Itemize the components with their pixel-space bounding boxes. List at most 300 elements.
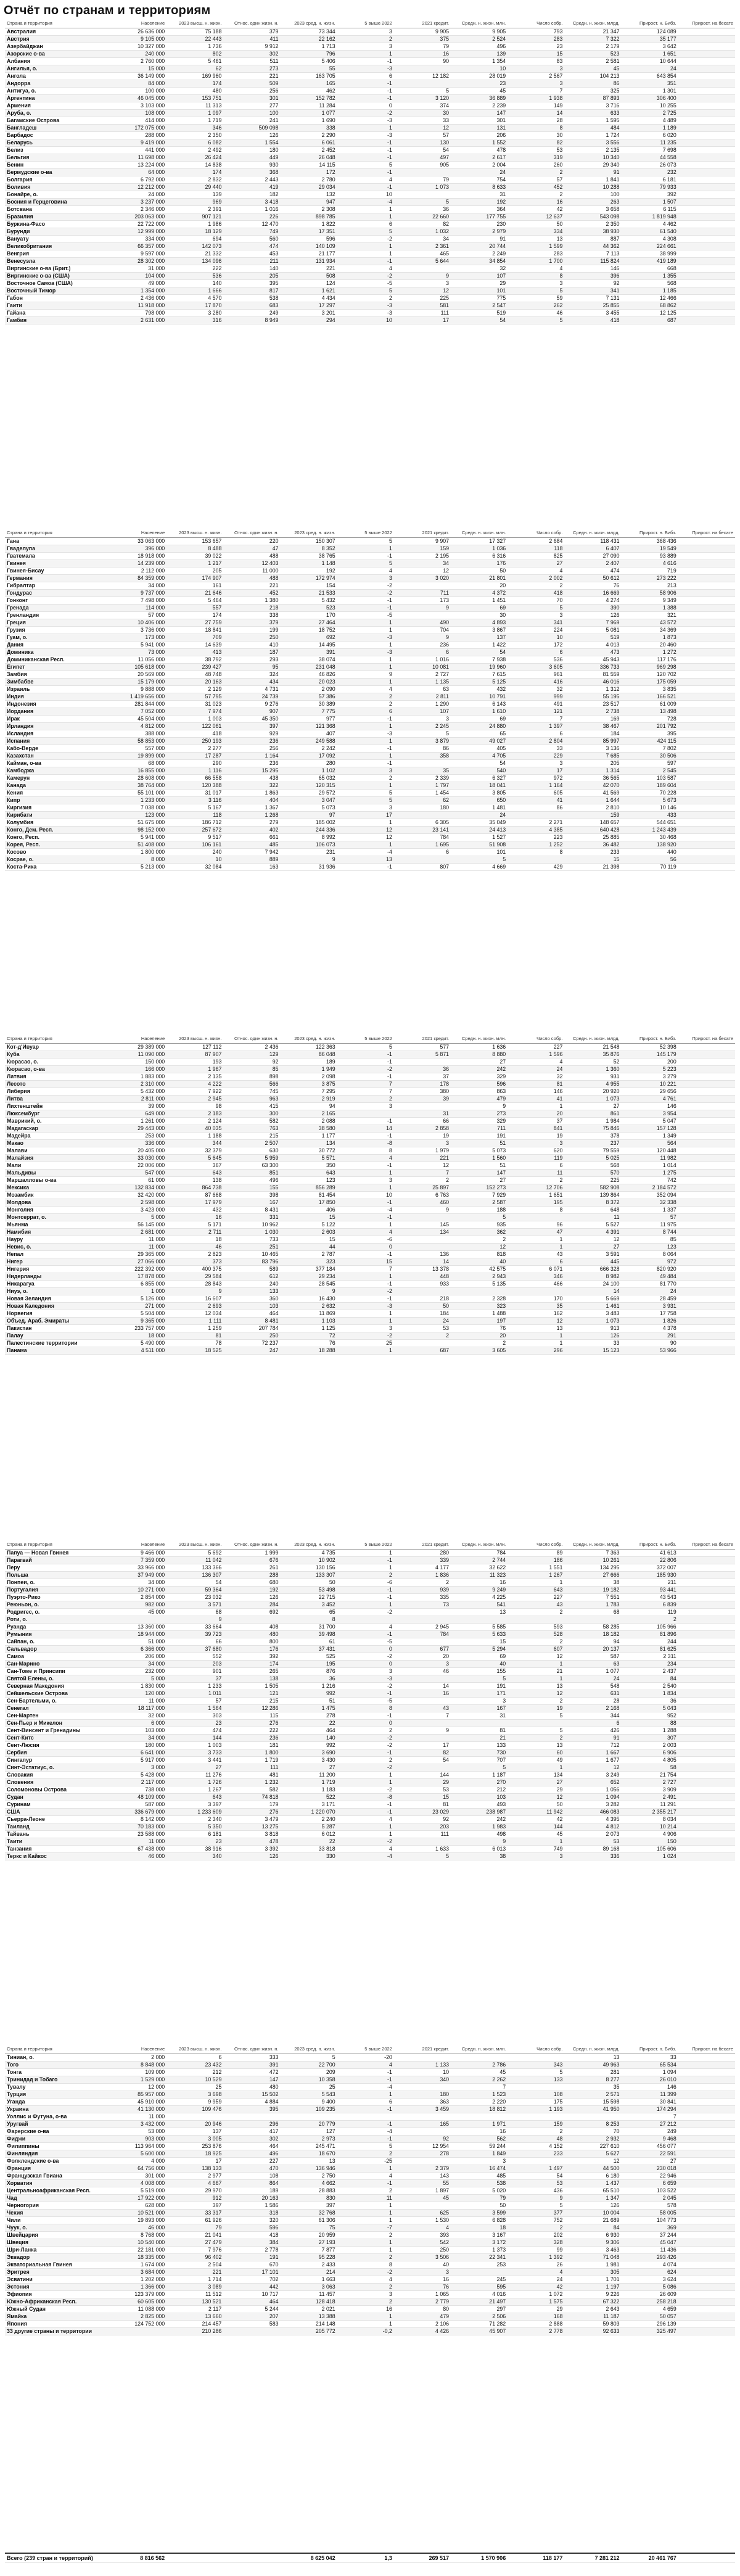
table-cell: 12 xyxy=(337,826,394,833)
table-cell: 11 000 xyxy=(110,1236,166,1243)
table-cell: 12 403 xyxy=(223,559,280,567)
table-cell: -5 xyxy=(337,279,394,287)
table-cell: 5 xyxy=(337,559,394,567)
table-cell: 134 295 xyxy=(564,1564,621,1571)
table-cell: -1 xyxy=(337,1058,394,1065)
table-cell: 1 527 xyxy=(451,833,508,841)
table-cell: 11 187 xyxy=(564,2313,621,2320)
table-row xyxy=(5,1682,735,1690)
table-cell xyxy=(678,35,735,43)
country-name: Новая Зеландия xyxy=(5,1295,110,1302)
table-row xyxy=(5,2216,735,2224)
table-cell: 24 100 xyxy=(564,1280,621,1287)
table-row xyxy=(5,72,735,80)
table-cell: 6 082 xyxy=(166,139,223,146)
table-cell: 84 359 000 xyxy=(110,574,166,582)
table-cell: 81 xyxy=(508,1080,564,1088)
table-cell: 4 761 xyxy=(622,1095,678,1102)
table-cell: 15 179 000 xyxy=(110,678,166,685)
table-row xyxy=(5,634,735,641)
table-cell: 1 xyxy=(337,1564,394,1571)
table-cell: 6 115 xyxy=(622,205,678,213)
country-name: Тиниан, о. xyxy=(5,2054,110,2061)
table-cell: 115 824 xyxy=(564,257,621,265)
country-name: Бангладеш xyxy=(5,124,110,131)
total-cell: 7 281 212 xyxy=(564,2554,621,2563)
table-cell: 50 xyxy=(508,220,564,228)
country-name: Замбия xyxy=(5,671,110,678)
table-cell: 222 xyxy=(223,1727,280,1734)
table-cell: 288 000 xyxy=(110,131,166,139)
table-cell: 408 xyxy=(223,1623,280,1630)
country-name: Габон xyxy=(5,294,110,302)
table-cell: 7 295 xyxy=(281,1088,337,1095)
table-cell: 625 xyxy=(394,2209,451,2216)
country-name: Гваделупа xyxy=(5,545,110,552)
table-cell: 5 406 xyxy=(281,57,337,65)
table-cell: -20 xyxy=(337,2054,394,2061)
table-cell: 1 016 xyxy=(394,656,451,663)
table-cell: 2 339 xyxy=(394,774,451,782)
table-cell: 25 xyxy=(166,2083,223,2091)
country-name: Гренландия xyxy=(5,611,110,619)
table-cell xyxy=(394,582,451,589)
table-cell: 221 xyxy=(223,72,280,80)
table-cell: 2 073 xyxy=(564,1830,621,1838)
table-row xyxy=(5,2253,735,2261)
table-cell: 17 351 xyxy=(281,228,337,235)
table-cell: 121 xyxy=(508,708,564,715)
table-cell xyxy=(678,2128,735,2135)
table-row xyxy=(5,693,735,700)
table-cell: 1 xyxy=(337,2239,394,2246)
country-name: Маврикий, о. xyxy=(5,1117,110,1125)
table-cell: 17 xyxy=(337,811,394,819)
table-row xyxy=(5,2150,735,2157)
country-name: Мали xyxy=(5,1162,110,1169)
table-cell: 283 xyxy=(508,250,564,257)
table-cell: 22 162 xyxy=(281,35,337,43)
table-cell: 336 000 xyxy=(110,1139,166,1147)
table-cell: 16 xyxy=(508,198,564,205)
table-cell: 14 838 xyxy=(166,161,223,168)
table-cell: 19 xyxy=(508,1132,564,1139)
table-cell: 18 335 000 xyxy=(110,2253,166,2261)
table-cell: 30 xyxy=(508,131,564,139)
table-cell xyxy=(678,1228,735,1236)
table-cell: 25 897 xyxy=(394,1184,451,1191)
table-cell: 62 xyxy=(166,65,223,72)
table-cell: 9 xyxy=(166,1616,223,1623)
total-cell: 1 570 906 xyxy=(451,2554,508,2563)
table-cell: 28 xyxy=(564,1697,621,1704)
table-cell: 2 779 xyxy=(394,2298,451,2305)
table-cell: 17 xyxy=(394,316,451,324)
table-row xyxy=(5,117,735,124)
table-cell xyxy=(678,2261,735,2268)
table-cell: 70 xyxy=(508,597,564,604)
table-cell: 22 722 000 xyxy=(110,220,166,228)
table-cell: 22 806 xyxy=(622,1556,678,1564)
header-row xyxy=(5,530,735,537)
table-cell: 30 841 xyxy=(622,2098,678,2105)
table-cell xyxy=(678,1593,735,1601)
table-cell: -1 xyxy=(337,1712,394,1719)
table-cell: -1 xyxy=(337,2076,394,2083)
col-area: 2023 сред. н. жизн. xyxy=(281,530,337,537)
country-name: Албания xyxy=(5,57,110,65)
table-cell: 124 089 xyxy=(622,28,678,35)
country-name: Финляндия xyxy=(5,2150,110,2157)
table-cell xyxy=(394,2054,451,2061)
total-cell xyxy=(223,2554,280,2563)
table-cell xyxy=(678,1660,735,1667)
table-cell: 106 161 xyxy=(166,841,223,848)
table-cell: 2 184 572 xyxy=(622,1184,678,1191)
table-cell: 523 xyxy=(281,604,337,611)
table-cell: 1 984 xyxy=(564,1117,621,1125)
table-cell: 11 200 xyxy=(281,1771,337,1778)
table-row xyxy=(5,1623,735,1630)
table-cell: 13 xyxy=(337,856,394,863)
table-cell: 5 461 xyxy=(166,57,223,65)
table-cell xyxy=(678,1117,735,1125)
country-name: Кюрасао, о. xyxy=(5,1058,110,1065)
table-cell xyxy=(678,2165,735,2172)
table-cell: 18 xyxy=(166,1236,223,1243)
table-cell xyxy=(394,1058,451,1065)
table-cell: -1 xyxy=(337,597,394,604)
col-rel-capita: Относ. один жизн. н. xyxy=(223,21,280,28)
table-cell: -7 xyxy=(337,2224,394,2231)
table-cell: 227 xyxy=(508,1593,564,1601)
table-cell: 10 221 xyxy=(622,1080,678,1088)
country-name: Австралия xyxy=(5,28,110,35)
table-cell xyxy=(678,848,735,856)
table-cell: 1 275 xyxy=(622,1169,678,1176)
table-cell: 11 869 xyxy=(281,1310,337,1317)
table-cell: 6 407 xyxy=(564,545,621,552)
table-row xyxy=(5,1675,735,1682)
table-row xyxy=(5,2224,735,2231)
table-cell xyxy=(678,272,735,279)
country-name: Словения xyxy=(5,1778,110,1786)
col-pop-2023: 2023 высш. н. жизн. xyxy=(166,21,223,28)
table-row xyxy=(5,146,735,154)
table-cell: 4 013 xyxy=(564,641,621,648)
table-cell: 58 005 xyxy=(622,2209,678,2216)
table-cell: -25 xyxy=(337,2157,394,2165)
table-row xyxy=(5,1823,735,1830)
col-area: 2023 сред. н. жизн. xyxy=(281,1036,337,1043)
table-cell: 5 490 000 xyxy=(110,1339,166,1347)
table-cell: 3 116 xyxy=(166,796,223,804)
table-cell: 5 xyxy=(451,1213,508,1221)
table-cell xyxy=(678,316,735,324)
table-cell: 66 xyxy=(394,1117,451,1125)
table-cell: 711 xyxy=(451,1125,508,1132)
table-cell: 231 048 xyxy=(281,663,337,671)
table-cell: -4 xyxy=(337,2083,394,2091)
table-cell: 186 xyxy=(508,1556,564,1564)
table-cell: 147 xyxy=(451,1169,508,1176)
country-name: Монголия xyxy=(5,1206,110,1213)
table-cell: 1 834 xyxy=(622,1690,678,1697)
table-cell: 134 096 xyxy=(166,257,223,265)
table-cell: 28 883 xyxy=(281,2187,337,2194)
country-name: Венесуэла xyxy=(5,257,110,265)
table-cell: 186 712 xyxy=(166,819,223,826)
table-cell xyxy=(678,604,735,611)
country-name: Беларусь xyxy=(5,139,110,146)
table-cell: 271 000 xyxy=(110,1302,166,1310)
table-cell: 22 946 xyxy=(622,2172,678,2179)
table-cell: 5 432 xyxy=(281,597,337,604)
table-cell: 45 350 xyxy=(223,715,280,722)
table-cell: 19 549 xyxy=(622,545,678,552)
table-cell: 227 xyxy=(508,1043,564,1051)
table-cell: 1 xyxy=(337,2320,394,2327)
table-cell: 29 389 000 xyxy=(110,1043,166,1051)
table-cell: -4 xyxy=(337,1852,394,1860)
table-cell: 89 xyxy=(508,1549,564,1556)
col-avg2: Средн. н. жизн. млрд. xyxy=(564,1542,621,1549)
table-cell xyxy=(110,1616,166,1623)
table-cell: 5 645 xyxy=(166,1154,223,1162)
table-cell: 5 669 xyxy=(564,1295,621,1302)
col-pct: Прирост. на бесате xyxy=(678,1542,735,1549)
table-cell: 5 519 000 xyxy=(110,2187,166,2194)
table-cell: 0 xyxy=(337,1645,394,1653)
table-cell: 1 xyxy=(508,1675,564,1682)
table-cell: 474 xyxy=(166,1727,223,1734)
table-cell: 20 163 xyxy=(223,2194,280,2202)
table-cell: 250 xyxy=(394,2246,451,2253)
table-cell: 2 693 xyxy=(166,1302,223,1310)
table-row xyxy=(5,1786,735,1793)
country-name: Синт-Эстатиус, о. xyxy=(5,1764,110,1771)
table-cell: 7 xyxy=(394,1712,451,1719)
table-cell: 1 003 xyxy=(166,1741,223,1749)
table-cell: 44 558 xyxy=(622,154,678,161)
table-cell: 2 290 xyxy=(281,131,337,139)
table-cell: 66 357 000 xyxy=(110,242,166,250)
table-cell: 1 373 xyxy=(451,2246,508,2253)
table-cell: 2 112 000 xyxy=(110,567,166,574)
table-cell: -1 xyxy=(337,2105,394,2113)
table-cell: 16 xyxy=(394,2276,451,2283)
table-cell: 11 xyxy=(337,2194,394,2202)
table-cell: 134 xyxy=(281,1139,337,1147)
table-cell: 749 xyxy=(223,228,280,235)
table-cell: 5 432 000 xyxy=(110,1088,166,1095)
table-cell: 2 684 xyxy=(508,537,564,545)
table-row xyxy=(5,2179,735,2187)
table-cell: 4 016 xyxy=(451,2290,508,2298)
table-cell: 41 613 xyxy=(622,1549,678,1556)
table-cell: 8 253 xyxy=(564,2120,621,2128)
table-cell: 103 587 xyxy=(622,774,678,782)
table-cell: 97 xyxy=(281,811,337,819)
table-row xyxy=(5,2105,735,2113)
table-cell: 999 xyxy=(508,693,564,700)
table-cell xyxy=(678,685,735,693)
table-cell: 5 xyxy=(451,1764,508,1771)
table-row xyxy=(5,611,735,619)
table-cell: 139 xyxy=(166,191,223,198)
table-cell: 466 xyxy=(508,1280,564,1287)
table-cell xyxy=(223,2113,280,2120)
table-cell xyxy=(678,2320,735,2327)
table-cell: 1 036 xyxy=(451,545,508,552)
table-cell xyxy=(678,656,735,663)
table-cell: 278 xyxy=(281,1712,337,1719)
table-cell: 4 812 000 xyxy=(110,722,166,730)
table-cell: 71 282 xyxy=(451,2320,508,2327)
table-cell: 2 567 xyxy=(508,72,564,80)
table-cell xyxy=(451,1616,508,1623)
country-name: Вануату xyxy=(5,235,110,242)
table-cell: 323 xyxy=(281,1258,337,1265)
table-cell: 3 172 xyxy=(451,2239,508,2246)
table-cell: 46 000 xyxy=(110,2224,166,2231)
table-cell: 1 xyxy=(337,1549,394,1556)
table-cell xyxy=(678,1213,735,1221)
table-cell: 34 xyxy=(394,559,451,567)
table-cell: 2 xyxy=(337,2231,394,2239)
table-cell: 185 002 xyxy=(281,819,337,826)
table-cell: 233 757 000 xyxy=(110,1324,166,1332)
table-row xyxy=(5,2276,735,2283)
table-cell: 2 117 000 xyxy=(110,1778,166,1786)
country-name: Намибия xyxy=(5,1228,110,1236)
table-cell: 278 xyxy=(394,2150,451,2157)
table-cell: 12 182 xyxy=(394,72,451,80)
table-cell: 84 000 xyxy=(110,80,166,87)
table-cell: 36 889 xyxy=(451,94,508,102)
table-cell xyxy=(564,1616,621,1623)
table-cell: 172 075 000 xyxy=(110,124,166,131)
table-cell: 1 xyxy=(337,641,394,648)
table-cell: 1 636 xyxy=(451,1043,508,1051)
table-cell: 152 273 xyxy=(451,1184,508,1191)
table-cell: 79 559 xyxy=(564,1147,621,1154)
table-cell: 481 xyxy=(223,1771,280,1778)
table-cell: 493 xyxy=(451,1801,508,1808)
table-cell: 73 344 xyxy=(281,28,337,35)
table-cell: 1 xyxy=(508,1332,564,1339)
table-cell: 2 540 xyxy=(622,1682,678,1690)
table-cell: 1 272 xyxy=(622,648,678,656)
col-rel-capita: Относ. один жизн. н. xyxy=(223,530,280,537)
table-cell: -3 xyxy=(337,65,394,72)
table-cell: 57 xyxy=(622,1213,678,1221)
table-cell: 10 004 xyxy=(564,2209,621,2216)
table-cell: -2 xyxy=(337,1764,394,1771)
table-cell xyxy=(678,1667,735,1675)
table-row xyxy=(5,1616,735,1623)
table-cell: 273 xyxy=(223,65,280,72)
table-cell xyxy=(678,1051,735,1058)
table-cell xyxy=(678,626,735,634)
table-cell: 203 xyxy=(166,1660,223,1667)
country-name: Словакия xyxy=(5,1771,110,1778)
table-cell: 174 xyxy=(166,80,223,87)
table-cell: 6 792 000 xyxy=(110,176,166,183)
table-cell: 9 xyxy=(394,272,451,279)
table-cell: -3 xyxy=(337,117,394,124)
table-cell: 12 466 xyxy=(622,294,678,302)
table-cell: 24 xyxy=(508,2276,564,2283)
table-row xyxy=(5,2165,735,2172)
table-cell: 61 000 xyxy=(110,1176,166,1184)
table-row xyxy=(5,737,735,745)
table-cell: 374 xyxy=(394,102,451,109)
table-cell: 145 179 xyxy=(622,1051,678,1058)
table-cell: 15 123 xyxy=(564,1347,621,1354)
table-cell: 913 xyxy=(564,1324,621,1332)
table-cell: 22 591 xyxy=(622,2150,678,2157)
table-cell: 224 xyxy=(508,626,564,634)
table-cell: 201 792 xyxy=(622,722,678,730)
table-cell: 27 479 xyxy=(166,2239,223,2246)
country-name: Ангилья, о. xyxy=(5,65,110,72)
table-cell: 50 612 xyxy=(564,574,621,582)
table-cell: 2 183 xyxy=(166,1110,223,1117)
table-cell: -1 xyxy=(337,604,394,611)
table-cell: 86 xyxy=(394,745,451,752)
table-cell: 6 012 xyxy=(281,1830,337,1838)
country-name: Бонайре, о. xyxy=(5,191,110,198)
table-cell: 302 xyxy=(223,2135,280,2142)
country-table-3 xyxy=(5,1036,735,1355)
table-cell: 1 116 xyxy=(166,767,223,774)
table-cell: -1 xyxy=(337,183,394,191)
table-cell: 33 818 xyxy=(281,1845,337,1852)
table-cell: 107 xyxy=(394,708,451,715)
table-cell: 32 xyxy=(508,685,564,693)
table-cell xyxy=(678,1147,735,1154)
country-name: Грузия xyxy=(5,626,110,634)
table-cell: 144 xyxy=(508,1823,564,1830)
country-name: Теркс и Кайкос xyxy=(5,1852,110,1860)
col-area: 2023 сред. н. жизн. xyxy=(281,1542,337,1549)
table-cell xyxy=(678,80,735,87)
table-cell: 227 xyxy=(223,2157,280,2165)
table-cell: 22 715 xyxy=(281,1593,337,1601)
table-cell: 8 848 000 xyxy=(110,2061,166,2068)
table-cell: 3 237 000 xyxy=(110,198,166,205)
table-cell: 930 xyxy=(223,161,280,168)
country-name: Буркина-Фасо xyxy=(5,220,110,228)
table-cell: 2 436 xyxy=(223,1043,280,1051)
table-cell: 581 xyxy=(394,302,451,309)
table-row xyxy=(5,294,735,302)
table-cell: 5 585 xyxy=(451,1623,508,1630)
table-cell: 155 xyxy=(223,1184,280,1191)
table-cell: 666 328 xyxy=(564,1265,621,1273)
table-cell: 79 xyxy=(451,2194,508,2202)
table-cell: 2 631 000 xyxy=(110,316,166,324)
table-cell: 8 xyxy=(508,124,564,131)
table-cell: 119 xyxy=(622,1608,678,1616)
table-cell: 53 000 xyxy=(110,2128,166,2135)
table-cell: 3 xyxy=(451,2157,508,2165)
table-cell: 11 000 xyxy=(110,1243,166,1250)
table-cell: 127 xyxy=(281,2128,337,2135)
table-cell: 2 124 xyxy=(166,1117,223,1125)
table-cell: 84 xyxy=(564,2224,621,2231)
